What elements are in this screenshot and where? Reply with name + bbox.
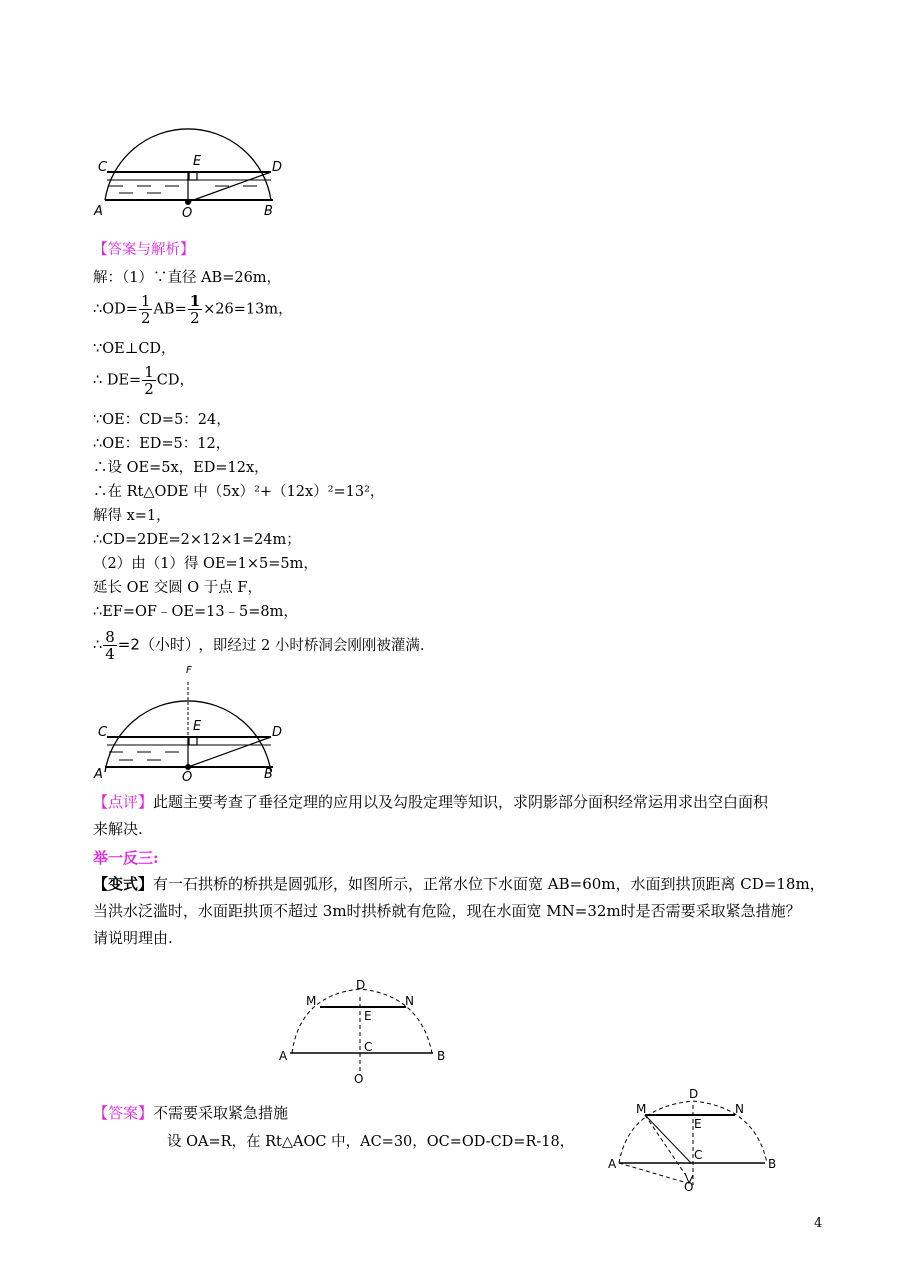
label-d-3: D bbox=[356, 978, 366, 992]
solution-line-7: ∴设 OE=5x，ED=12x， bbox=[93, 460, 269, 476]
variant-line-3: 请说明理由. bbox=[93, 929, 173, 947]
solution-line-14: ∴ $\frac{8}{4}$ =2（小时） ，即经过 2 小时桥洞会刚刚被灌满. bbox=[93, 628, 425, 663]
label-c-2: C bbox=[98, 725, 108, 740]
section-title: 举一反三: bbox=[93, 849, 159, 867]
variant-line-1: 【变式】有一石拱桥的桥拱是圆弧形，如图所示，正常水位下水面宽 AB=60m，水面到拱顶距离 CD=18m， bbox=[93, 875, 825, 893]
label-c-4: C bbox=[694, 1148, 703, 1162]
label-b-2: B bbox=[264, 767, 273, 782]
label-b-4: B bbox=[768, 1157, 777, 1171]
figure-4 bbox=[605, 1085, 795, 1200]
label-d-4: D bbox=[689, 1087, 699, 1101]
solution-line-13: ∴EF=OF﹣OE=13﹣5=8m， bbox=[93, 604, 298, 620]
solution-line-5: ∵OE：CD=5：24， bbox=[93, 412, 231, 428]
label-a-4: A bbox=[608, 1157, 617, 1171]
label-m-4: M bbox=[636, 1102, 647, 1116]
solution-line-12: 延长 OE 交圆 O 于点 F， bbox=[93, 580, 262, 596]
segment-mc-4 bbox=[645, 1115, 691, 1163]
answer-line-2: 设 OA=R，在 Rt△AOC 中，AC=30，OC=OD-CD=R-18， bbox=[167, 1134, 575, 1150]
label-n-3: N bbox=[405, 994, 414, 1008]
label-e-3: E bbox=[364, 1009, 372, 1023]
solution-line-4: ∴ DE= $\frac{1}{2}$ CD， bbox=[93, 363, 194, 398]
label-c-1: C bbox=[98, 160, 108, 175]
label-b-3: B bbox=[437, 1049, 446, 1063]
answer-heading: 【答案与解析】 bbox=[93, 242, 195, 258]
comment-line-1: 【点评】此题主要考查了垂径定理的应用以及勾股定理等知识，求阴影部分面积经常运用求出空白面积 bbox=[93, 793, 769, 811]
label-m-3: M bbox=[306, 994, 317, 1008]
solution-line-1: 解：（1）∵直径 AB=26m， bbox=[93, 270, 282, 286]
label-f-2: F bbox=[186, 665, 192, 676]
right-angle-mark-1 bbox=[189, 172, 197, 180]
page-number: 4 bbox=[814, 1216, 823, 1231]
label-d-1: D bbox=[272, 160, 283, 175]
answer-line-1: 【答案】不需要采取紧急措施 bbox=[93, 1104, 289, 1122]
figure-3 bbox=[280, 975, 460, 1085]
variant-line-2: 当洪水泛滥时，水面距拱顶不超过 3m时拱桥就有危险，现在水面宽 MN=32m时是否需要采取紧急措施？ bbox=[93, 902, 801, 920]
label-o-1: O bbox=[182, 206, 193, 221]
solution-line-9: 解得 x=1， bbox=[93, 508, 171, 524]
solution-line-11: （2）由（1）得 OE=1×5=5m， bbox=[93, 556, 318, 572]
label-a-1: A bbox=[94, 204, 103, 219]
solution-line-6: ∴OE：ED=5：12， bbox=[93, 436, 231, 452]
label-e-4: E bbox=[694, 1117, 702, 1131]
segment-ao-4 bbox=[619, 1163, 687, 1183]
label-e-1: E bbox=[193, 154, 202, 169]
segment-mo-4 bbox=[645, 1115, 687, 1177]
label-a-3: A bbox=[279, 1049, 288, 1063]
label-n-4: N bbox=[735, 1102, 744, 1116]
label-o-4: O bbox=[684, 1180, 694, 1194]
label-o-3: O bbox=[354, 1072, 364, 1086]
solution-line-8: ∴在 Rt△ODE 中（5x）²+（12x）²=13²， bbox=[93, 484, 385, 500]
solution-line-2: ∴OD= $\frac{1}{2}$ AB= $\frac{1}{2}$ ×26=13m， bbox=[93, 292, 293, 327]
comment-line-2: 来解决. bbox=[93, 820, 143, 838]
solution-line-10: ∴CD=2DE=2×12×1=24m； bbox=[93, 532, 301, 548]
label-e-2: E bbox=[193, 719, 202, 734]
segment-od-1 bbox=[188, 172, 271, 202]
label-d-2: D bbox=[272, 725, 283, 740]
label-o-2: O bbox=[182, 770, 193, 785]
label-a-2: A bbox=[94, 767, 103, 782]
label-b-1: B bbox=[264, 204, 273, 219]
point-o-1 bbox=[185, 199, 191, 205]
solution-line-3: ∵OE⊥CD， bbox=[93, 341, 176, 357]
label-c-3: C bbox=[364, 1040, 373, 1054]
